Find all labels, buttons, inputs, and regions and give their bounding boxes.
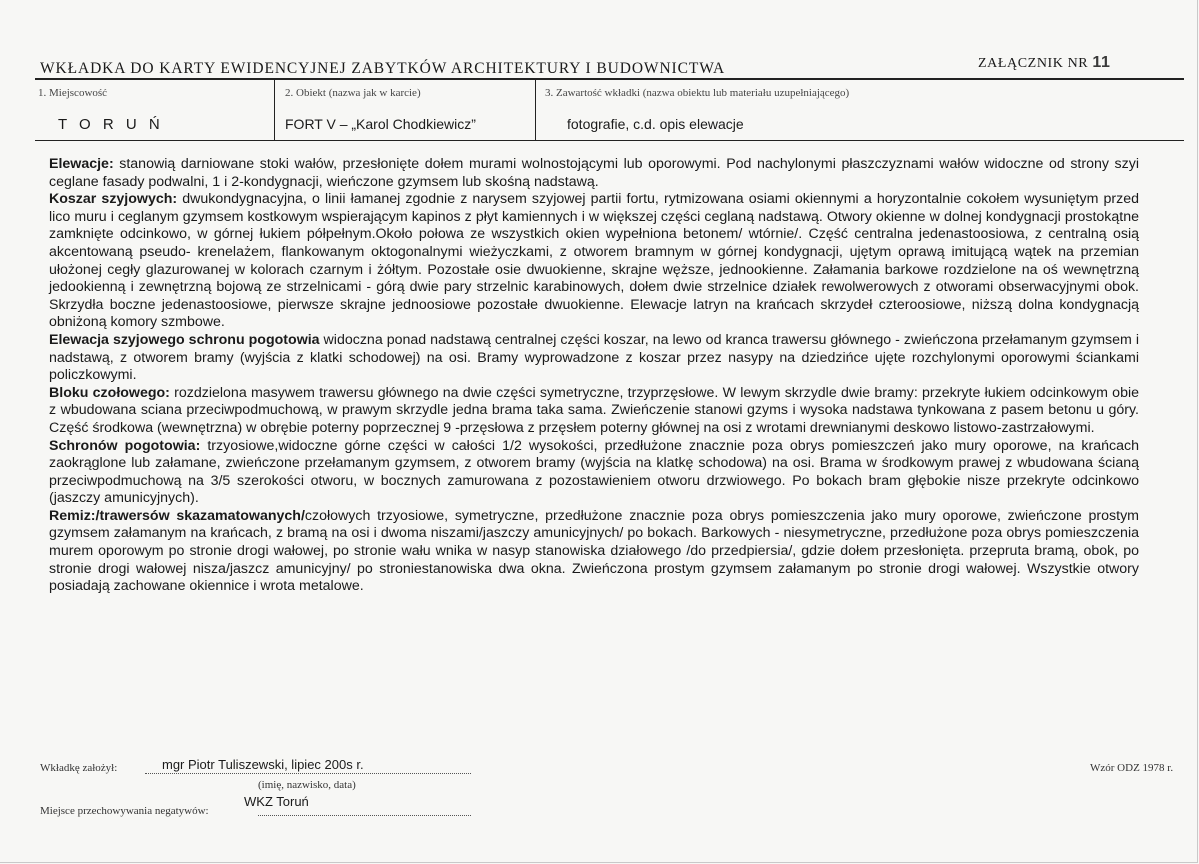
section-text: widoczna ponad nadstawą centralnej części koszar, na lewo od kranca trawersu głównego - zwieńczona przełamanym gzymsem i nadstawą, z otworem bramy (wyjścia z klatki schodowej) na osi. Bramy wyprowadzone z koszar przez nasypy na dziedzińce ujęte rozchylonymi oporowymi ściankami policzkowymi. (49, 331, 1139, 384)
section-paragraph (49, 156, 1139, 191)
section-heading: Bloku czołowego: (49, 384, 170, 401)
locality-label: 1. Miejscowość (38, 87, 108, 99)
contents-value: fotografie, c.d. opis elewacje (567, 116, 744, 132)
section-text: dwukondygnacyjna, o linii łamanej zgodnie z narysem szyjowej partii fortu, rytmizowana osiami okiennymi a horyzontalnie cokołem wysuniętym przed lico muru i ceglanym gzymsem kostkowym wspierającym kapinos z płyt kamiennych i w większej części ceglaną nadstawą. Otwory okienne w dolnej kondygnacji prostokątne zamknięte odcinkowo, w górnej łukiem półpełnym.Około połowa ze wszystkich okien wypełniona betonem/ wtórnie/. Część centralna jedenastoosiowa, z centralną osią akcentowaną pseudo- krenelażem, flankowanym oktogonalnymi wieżyczkami, z otworem bramnym w górnej kondygnacji, ujętym oprawą imitującą wątek na przemian ułożonej cegły glazurowanej w kolorach czarnym i żółtym. Pozostałe osie dwuokienne, skrajne węższe, jednookienne. Załamania barkowe rozdzielone na oś wewnętrzną jedookienną i zewnętrzną bojową ze strzelnicami - górą dwie pary strzelnic karabinowych, dołem dwie strzelnice działek rewolwerowych z otworami obserwacyjnymi obok. Skrzydła boczne jedenastoosiowe, pierwsze skrajne jednoosiowe pozostałe dwuokienne. Elewacje latryn na krańcach skrzydeł czteroosiowe, niższą dolna kondygnacją obniżoną komory szmbowe. (49, 191, 1139, 331)
contents-label: 3. Zawartość wkładki (nazwa obiektu lub materiału uzupełniającego) (545, 87, 850, 99)
header-top-rule (35, 78, 1184, 80)
section-text: czołowych trzyosiowe, symetryczne, przedłużone znacznie poza obrys pomieszczenia jako mury oporowe, zwieńczone prostym gzymsem załamanym na krańcach, z bramą na osi i dwoma niszami/jaszczy amunicyjnych/ po bokach. Barkowych - niesymetryczne, przedłużone poza obrys pomieszczenia murem oporowym po stronie drogi wałowej, po stronie wału wnika w nasyp stanowiska działowego /do przedpiersia/, gdzie dołem przesłonięta. przepruta bramą, obok, po stronie drogi wałowej nisza/jaszcz amunicyjny/ po stroniestanowiska dwa okna. Zwieńczona prostym gzymsem załamanym po stronie drogi wałowej. Wszystkie otwory posiadają zachowane okiennice i wrota metalowe. (49, 507, 1139, 595)
section-paragraph (49, 438, 1139, 508)
form-code: Wzór ODZ 1978 r. (1090, 762, 1174, 774)
description-body (49, 156, 1139, 596)
storage-value: WKZ Toruń (244, 794, 309, 809)
section-paragraph (49, 385, 1139, 438)
section-heading: Remiz:/trawersów skazamatowanych/ (49, 507, 305, 524)
founder-label: Wkładkę założył: (40, 762, 118, 774)
section-paragraph (49, 508, 1139, 596)
annex-label (978, 54, 1110, 72)
column-divider-2 (535, 80, 536, 140)
section-text: stanowią darniowane stoki wałów, przesłonięte dołem murami wolnostojącymi lub oporowymi. Pod nachylonymi płaszczyznami wałów widoczne od strony szyi ceglane fasady podwalni, 1 i 2-kondygnacji, wieńczone gzymsem lub skośną nadstawą. (49, 156, 1139, 190)
header-bottom-rule (35, 140, 1184, 141)
storage-dotted-line (258, 815, 471, 816)
column-divider-1 (274, 80, 275, 140)
section-heading: Schronów pogotowia: (49, 437, 201, 454)
form-title: WKŁADKA DO KARTY EWIDENCYJNEJ ZABYTKÓW ARCHITEKTURY I BUDOWNICTWA (40, 60, 726, 77)
locality-value: T O R U Ń (58, 116, 164, 133)
founder-dotted-line (145, 773, 471, 774)
section-heading: Koszar szyjowych: (49, 191, 178, 208)
founder-caption: (imię, nazwisko, data) (258, 779, 356, 791)
annex-label-text: ZAŁĄCZNIK NR (978, 56, 1089, 71)
annex-number: 11 (1092, 54, 1111, 71)
section-paragraph (49, 332, 1139, 385)
object-label: 2. Obiekt (nazwa jak w karcie) (285, 87, 421, 99)
storage-label: Miejsce przechowywania negatywów: (40, 805, 209, 817)
founder-value: mgr Piotr Tuliszewski, lipiec 200s r. (162, 757, 364, 772)
section-text: rozdzielona masywem trawersu głównego na dwie części symetryczne, trzyprzęsłowe. W lewym skrzydle dwie bramy: przekryte łukiem odcinkowym obie z wbudowana sciana przeciwpodmuchową, w prawym skrzydle jedna brama taka sama. Zwieńczenie stanowi gzyms i wysoka nadstawa tynkowana z pasem betonu u góry. Część środkowa (wewnętrzna) w obrębie poterny poprzecznej 9 -przęsłowa z przęsłem poterny głównej na osi z wrotami drewnianymi deskowo listowo-zastrzałowymi. (49, 384, 1139, 436)
section-paragraph (49, 191, 1139, 332)
section-heading: Elewacja szyjowego schronu pogotowia (49, 331, 320, 348)
object-value: FORT V – „Karol Chodkiewicz” (285, 116, 476, 132)
section-text: trzyosiowe,widoczne górne części w całości 1/2 wysokości, przedłużone znacznie poza obrys pomieszczeń jako mury oporowe, na krańcach zaokrąglone lub załamane, zwieńczone przełamanym gzymsem, z otworem bramy (wyjścia na klatkę schodowa) na osi. Brama w środkowym prawej z wbudowana ścianą przeciwpodmuchową na 3/5 szerokości otworu, w bocznych zamurowana z pozostawieniem otworu drzwiowego. Po bokach bram głębokie nisze przekryte odcinkowo (jaszczy amunicyjnych). (49, 437, 1139, 507)
section-heading: Elewacje: (49, 156, 114, 172)
